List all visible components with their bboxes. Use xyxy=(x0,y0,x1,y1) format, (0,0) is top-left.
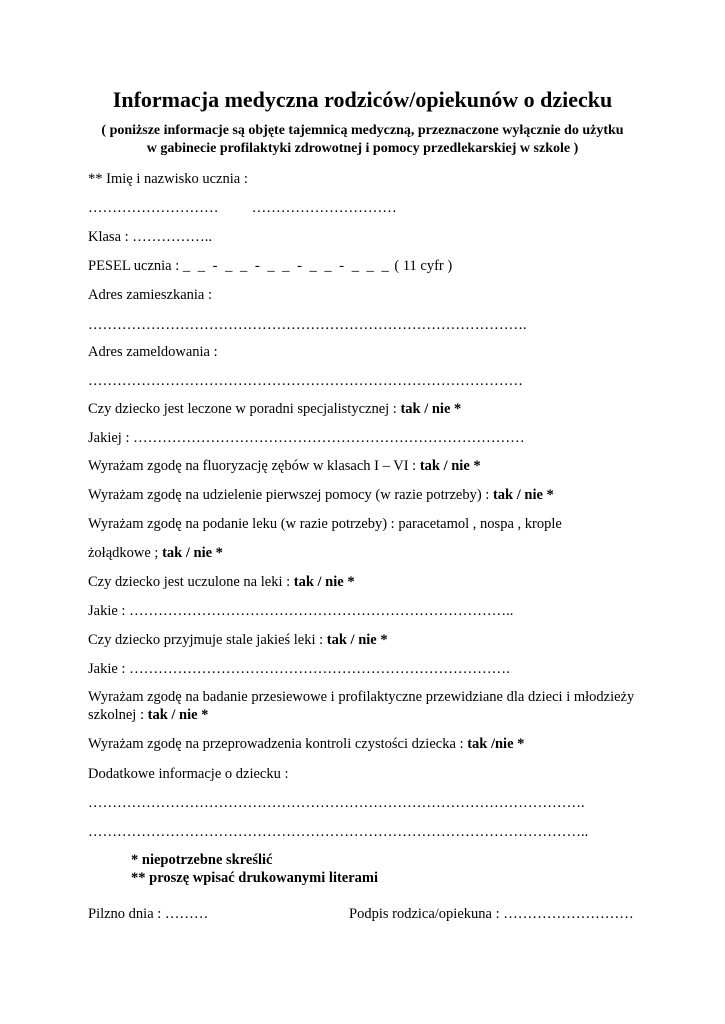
screening-question-cont xyxy=(88,706,208,724)
pesel-label: PESEL ucznia : xyxy=(88,258,180,274)
fluor-question xyxy=(88,457,481,475)
pesel-field[interactable] xyxy=(88,257,452,275)
extra-info-field-1[interactable]: …………………………………………………………………………………………. xyxy=(88,795,585,811)
hygiene-answer[interactable]: tak /nie * xyxy=(467,736,525,752)
address-field[interactable]: ………………………………………………………………………………. xyxy=(88,317,527,333)
signature-field[interactable]: Podpis rodzica/opiekuna : ……………………… xyxy=(349,906,634,922)
subtitle-line-2: w gabinecie profilaktyki zdrowotnej i pomocy przedlekarskiej w szkole ) xyxy=(146,141,579,156)
registered-field[interactable]: ……………………………………………………………………………… xyxy=(88,373,523,389)
screening-question: Wyrażam zgodę na badanie przesiewowe i profilaktyczne przewidziane dla dzieci i młodzieży xyxy=(88,689,635,705)
clinic-question xyxy=(88,400,461,418)
screening-answer[interactable]: tak / nie * xyxy=(147,707,209,723)
allergy-answer[interactable]: tak / nie * xyxy=(293,574,355,590)
screening-question-text: szkolnej : xyxy=(88,707,144,723)
clinic-answer[interactable]: tak / nie * xyxy=(400,401,462,417)
name-label: ** Imię i nazwisko ucznia : xyxy=(88,171,248,187)
firstaid-question-text: Wyrażam zgodę na udzielenie pierwszej pomocy (w razie potrzeby) : xyxy=(88,487,490,503)
pesel-hint: ( 11 cyfr ) xyxy=(394,258,453,274)
allergy-question xyxy=(88,573,355,591)
meds-answer[interactable]: tak / nie * xyxy=(162,545,223,561)
footnotes xyxy=(131,851,378,887)
footnote-2: ** proszę wpisać drukowanymi literami xyxy=(131,870,379,886)
takes-meds-answer[interactable]: tak / nie * xyxy=(326,632,388,648)
registered-label: Adres zameldowania : xyxy=(88,344,218,360)
extra-info-field-2[interactable]: ………………………………………………………………………………………….. xyxy=(88,824,589,840)
last-name-dots: ………………………… xyxy=(251,200,397,216)
subtitle-line-1: ( poniższe informacje są objęte tajemnicą medyczną, przeznaczone wyłącznie do użytku xyxy=(101,123,624,138)
meds-question: Wyrażam zgodę na podanie leku (w razie potrzeby) : paracetamol , nospa , krople xyxy=(88,516,562,532)
page-title: Informacja medyczna rodziców/opiekunów o dziecku xyxy=(112,87,613,112)
allergy-which-field[interactable]: Jakie : …………………………………………………………………….. xyxy=(88,603,514,619)
meds-question-cont xyxy=(88,544,223,562)
first-name-dots: ……………………… xyxy=(88,200,219,216)
name-field[interactable] xyxy=(88,199,397,217)
address-label: Adres zamieszkania : xyxy=(88,287,213,303)
hygiene-question-text: Wyrażam zgodę na przeprowadzenia kontroli czystości dziecka : xyxy=(88,736,464,752)
class-field[interactable]: Klasa : …………….. xyxy=(88,229,213,245)
fluor-answer[interactable]: tak / nie * xyxy=(419,458,481,474)
meds-question-text: żołądkowe ; xyxy=(88,545,159,561)
firstaid-answer[interactable]: tak / nie * xyxy=(492,487,554,503)
takes-meds-which-field[interactable]: Jakie : ……………………………………………………………………. xyxy=(88,661,510,677)
takes-meds-question-text: Czy dziecko przyjmuje stale jakieś leki : xyxy=(88,632,324,648)
clinic-which-field[interactable]: Jakiej : ……………………………………………………………………… xyxy=(88,430,525,446)
allergy-question-text: Czy dziecko jest uczulone na leki : xyxy=(88,574,291,590)
hygiene-question xyxy=(88,735,524,753)
footnote-1: * niepotrzebne skreślić xyxy=(131,852,273,868)
firstaid-question xyxy=(88,486,554,504)
place-date-field[interactable]: Pilzno dnia : ……… xyxy=(88,906,209,922)
fluor-question-text: Wyrażam zgodę na fluoryzację zębów w klasach I – VI : xyxy=(88,458,417,474)
pesel-pattern: _ _ - _ _ - _ _ - _ _ - _ _ _ xyxy=(182,258,391,274)
takes-meds-question xyxy=(88,631,388,649)
extra-info-label: Dodatkowe informacje o dziecku : xyxy=(88,766,289,782)
clinic-question-text: Czy dziecko jest leczone w poradni specjalistycznej : xyxy=(88,401,397,417)
